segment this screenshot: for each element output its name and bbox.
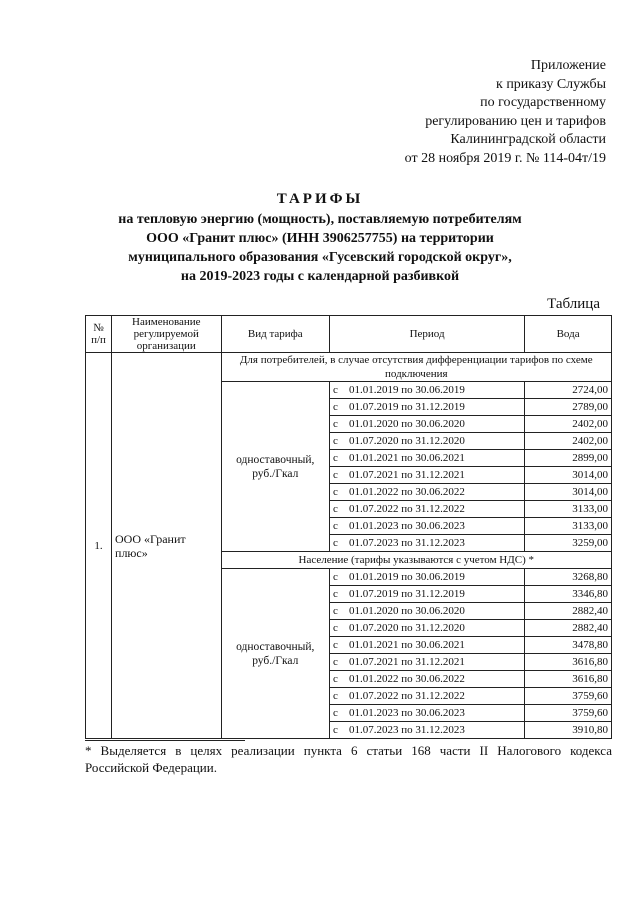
period-prefix: с — [333, 418, 338, 430]
period-text: 01.01.2019 по 30.06.2019 — [349, 384, 465, 396]
document-heading — [0, 190, 640, 286]
water-value: 3346,80 — [525, 586, 612, 603]
period-prefix: с — [333, 520, 338, 532]
water-value: 2724,00 — [525, 382, 612, 399]
period-text: 01.07.2021 по 31.12.2021 — [349, 656, 465, 668]
period-cell — [330, 722, 525, 739]
water-value: 3133,00 — [525, 518, 612, 535]
period-prefix: с — [333, 384, 338, 396]
period-prefix: с — [333, 469, 338, 481]
period-cell — [330, 382, 525, 399]
period-prefix: с — [333, 724, 338, 736]
heading-line: на 2019-2023 годы с календарной разбивкой — [180, 269, 460, 284]
header-type: Вид тарифа — [221, 316, 329, 353]
period-prefix: с — [333, 503, 338, 515]
water-value: 2882,40 — [525, 603, 612, 620]
footnote-divider — [85, 740, 245, 741]
period-text: 01.07.2023 по 31.12.2023 — [349, 537, 465, 549]
period-text: 01.07.2022 по 31.12.2022 — [349, 503, 465, 515]
water-value: 3259,00 — [525, 535, 612, 552]
period-text: 01.01.2022 по 30.06.2022 — [349, 673, 465, 685]
footnote-line: * Выделяется в целях реализации пункта 6 статьи 168 части II Налогового кодекса — [85, 743, 612, 758]
heading-line: муниципального образования «Гусевский городской округ», — [128, 250, 512, 265]
period-prefix: с — [333, 605, 338, 617]
period-prefix: с — [333, 452, 338, 464]
group-row — [86, 353, 612, 382]
period-cell — [330, 450, 525, 467]
header-org: Наименование регулируемой организации — [112, 316, 222, 353]
water-value: 3014,00 — [525, 484, 612, 501]
water-value: 2899,00 — [525, 450, 612, 467]
period-cell — [330, 399, 525, 416]
water-value: 3133,00 — [525, 501, 612, 518]
tariff-type: одноставочный, руб./Гкал — [221, 382, 329, 552]
appendix-line: Калининградской области — [450, 132, 606, 147]
water-value: 2882,40 — [525, 620, 612, 637]
heading-line: ООО «Гранит плюс» (ИНН 3906257755) на территории — [146, 231, 494, 246]
appendix-line: от 28 ноября 2019 г. № 114-04т/19 — [404, 150, 606, 166]
water-value: 3268,80 — [525, 569, 612, 586]
organization-name: ООО «Гранит плюс» — [112, 353, 222, 739]
period-text: 01.07.2022 по 31.12.2022 — [349, 690, 465, 702]
period-text: 01.01.2020 по 30.06.2020 — [349, 605, 465, 617]
tariffs-table — [85, 315, 612, 739]
appendix-line: к приказу Службы — [496, 76, 606, 92]
period-text: 01.07.2019 по 31.12.2019 — [349, 588, 465, 600]
period-cell — [330, 467, 525, 484]
period-text: 01.07.2020 по 31.12.2020 — [349, 435, 465, 447]
period-prefix: с — [333, 571, 338, 583]
row-number: 1. — [86, 353, 112, 739]
period-cell — [330, 501, 525, 518]
period-text: 01.01.2021 по 30.06.2021 — [349, 639, 465, 651]
group-label: Для потребителей, в случае отсутствия дифференциации тарифов по схеме подключения — [221, 353, 611, 382]
period-cell — [330, 416, 525, 433]
period-prefix: с — [333, 486, 338, 498]
period-prefix: с — [333, 401, 338, 413]
period-prefix: с — [333, 707, 338, 719]
period-prefix: с — [333, 673, 338, 685]
period-text: 01.01.2022 по 30.06.2022 — [349, 486, 465, 498]
water-value: 3616,80 — [525, 654, 612, 671]
period-cell — [330, 484, 525, 501]
period-prefix: с — [333, 588, 338, 600]
period-cell — [330, 433, 525, 450]
period-text: 01.07.2021 по 31.12.2021 — [349, 469, 465, 481]
header-water: Вода — [525, 316, 612, 353]
period-prefix: с — [333, 435, 338, 447]
appendix-line: регулированию цен и тарифов — [425, 113, 606, 129]
table-body — [86, 353, 612, 739]
period-cell — [330, 637, 525, 654]
period-text: 01.07.2020 по 31.12.2020 — [349, 622, 465, 634]
document-title: ТАРИФЫ — [276, 191, 364, 207]
water-value: 2402,00 — [525, 433, 612, 450]
period-text: 01.01.2020 по 30.06.2020 — [349, 418, 465, 430]
period-cell — [330, 603, 525, 620]
table-label: Таблица — [547, 296, 600, 312]
footnote-line: Российской Федерации. — [85, 760, 217, 775]
group-label: Население (тарифы указываются с учетом НДС) * — [221, 552, 611, 569]
water-value: 3478,80 — [525, 637, 612, 654]
heading-line: на тепловую энергию (мощность), поставляемую потребителям — [118, 212, 522, 227]
water-value: 3910,80 — [525, 722, 612, 739]
period-cell — [330, 518, 525, 535]
header-period: Период — [330, 316, 525, 353]
appendix-line: Приложение — [530, 58, 606, 73]
water-value: 2789,00 — [525, 399, 612, 416]
period-prefix: с — [333, 622, 338, 634]
period-text: 01.01.2023 по 30.06.2023 — [349, 707, 465, 719]
period-prefix: с — [333, 656, 338, 668]
period-text: 01.01.2023 по 30.06.2023 — [349, 520, 465, 532]
water-value: 3616,80 — [525, 671, 612, 688]
period-text: 01.01.2019 по 30.06.2019 — [349, 571, 465, 583]
period-cell — [330, 535, 525, 552]
period-text: 01.01.2021 по 30.06.2021 — [349, 452, 465, 464]
header-num: № п/п — [86, 316, 112, 353]
period-text: 01.07.2023 по 31.12.2023 — [349, 724, 465, 736]
appendix-block — [346, 57, 606, 168]
period-cell — [330, 654, 525, 671]
period-prefix: с — [333, 639, 338, 651]
table-header-row — [86, 316, 612, 353]
appendix-line: по государственному — [480, 95, 606, 110]
period-prefix: с — [333, 537, 338, 549]
period-cell — [330, 620, 525, 637]
period-cell — [330, 586, 525, 603]
period-cell — [330, 569, 525, 586]
tariff-type: одноставочный, руб./Гкал — [221, 569, 329, 739]
period-cell — [330, 688, 525, 705]
footnote — [85, 742, 612, 776]
water-value: 3014,00 — [525, 467, 612, 484]
water-value: 3759,60 — [525, 705, 612, 722]
period-cell — [330, 671, 525, 688]
period-text: 01.07.2019 по 31.12.2019 — [349, 401, 465, 413]
period-cell — [330, 705, 525, 722]
water-value: 3759,60 — [525, 688, 612, 705]
water-value: 2402,00 — [525, 416, 612, 433]
period-prefix: с — [333, 690, 338, 702]
